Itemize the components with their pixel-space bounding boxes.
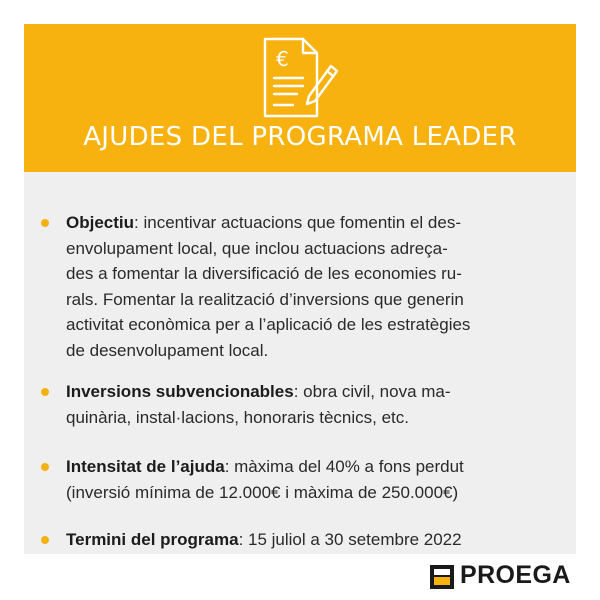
info-card: [24, 24, 576, 554]
item-text: de desenvolupament local.: [66, 340, 269, 360]
card-title: AJUDES DEL PROGRAMA LEADER: [83, 122, 517, 152]
card-header: [24, 24, 576, 172]
item-label: Intensitat de l’ajuda: [66, 457, 225, 476]
item-text: : incentivar actuacions que fomentin el des-: [134, 213, 461, 232]
item-label: Inversions subvencionables: [66, 382, 294, 401]
euro-document-pen-icon: [259, 36, 341, 120]
svg-text:€: €: [276, 47, 289, 71]
list-item-objectiu: [66, 210, 560, 363]
item-text: rals. Fomentar la realització d’inversions que generin: [66, 289, 464, 309]
item-label: Objectiu: [66, 213, 135, 232]
item-text: activitat econòmica per a l’aplicació de les estratègies: [66, 315, 471, 334]
list-item-inversions: [66, 379, 560, 430]
item-text: quinària, instal·lacions, honoraris tècnics, etc.: [66, 407, 409, 427]
bullet-icon: [41, 536, 49, 544]
bullet-icon: [41, 388, 49, 396]
proega-logo-icon: [430, 565, 454, 589]
bullet-icon: [41, 463, 49, 471]
item-text: envolupament local, que inclou actuacions adreça-: [66, 238, 448, 258]
item-text: : 15 juliol a 30 setembre 2022: [238, 530, 462, 549]
brand-name: PROEGA: [460, 561, 571, 589]
item-text: : obra civil, nova ma-: [293, 382, 451, 401]
item-label: Termini del programa: [66, 530, 239, 549]
item-text: des a fomentar la diversificació de les economies ru-: [66, 264, 462, 283]
list-item-intensitat: [66, 454, 560, 505]
item-text: : màxima del 40% a fons perdut: [224, 457, 464, 476]
card-body: [24, 172, 576, 554]
bullet-icon: [41, 219, 49, 227]
list-item-termini: [66, 527, 560, 553]
item-text: (inversió mínima de 12.000€ i màxima de 250.000€): [66, 482, 459, 502]
